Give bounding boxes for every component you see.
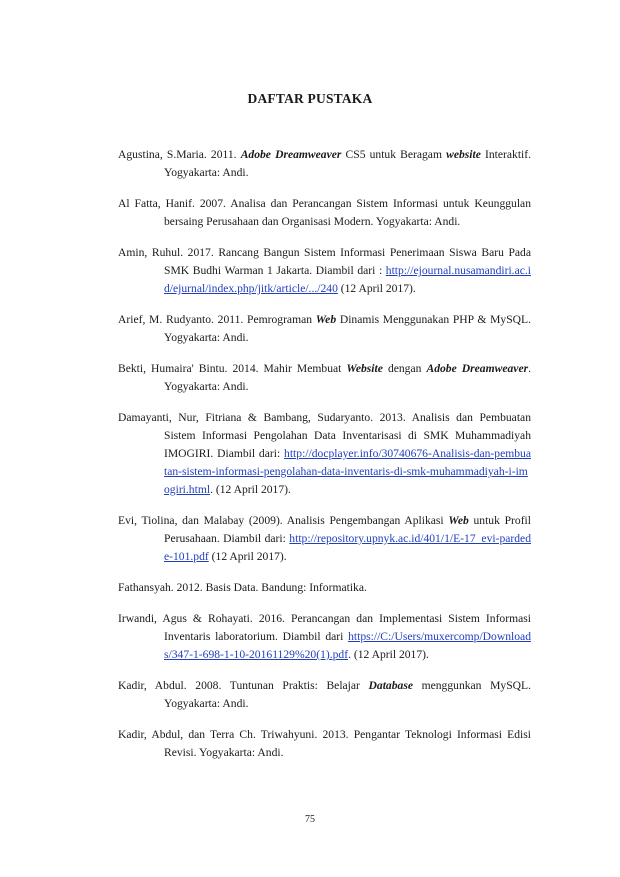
ref-text: Bekti, Humaira' Bintu. 2014. Mahir Membuat — [118, 362, 347, 375]
ref-text: CS5 untuk Beragam — [341, 148, 447, 161]
ref-italic: Database — [368, 679, 413, 692]
ref-italic: Website — [346, 362, 383, 375]
reference-list — [118, 146, 531, 775]
ref-text: Agustina, S.Maria. 2011. — [118, 148, 241, 161]
reference-item-2 — [118, 195, 531, 231]
ref-text: Arief, M. Rudyanto. 2011. Pemrograman — [118, 313, 316, 326]
ref-italic: Web — [315, 313, 337, 326]
reference-item-10 — [118, 677, 531, 713]
reference-item-5 — [118, 360, 531, 396]
ref-italic: website — [446, 148, 481, 161]
reference-item-8 — [118, 579, 531, 597]
ref-text: untuk Profil Perusahaan. Diambil dari: — [164, 514, 531, 545]
ref-text: Interaktif. Yogyakarta: Andi. — [164, 148, 532, 179]
ref-text: . (12 April 2017). — [210, 483, 291, 496]
ref-italic: Adobe Dreamweaver — [426, 362, 529, 375]
reference-item-11 — [118, 726, 531, 762]
reference-item-7 — [118, 512, 531, 566]
ref-link[interactable]: http://ejournal.nusamandiri.ac.id/ejurnal/index.php/jitk/article/.../240 — [164, 264, 531, 295]
ref-text: Amin, Ruhul. 2017. Rancang Bangun Sistem Informasi Penerimaan Siswa Baru Pada SMK Budhi Warman 1 Jakarta. Diambil dari : — [118, 246, 531, 277]
page-number: 75 — [305, 814, 315, 825]
ref-text: . (12 April 2017). — [348, 648, 429, 661]
reference-item-1 — [118, 146, 531, 182]
ref-text: Evi, Tiolina, dan Malabay (2009). Analisis Pengembangan Aplikasi — [118, 514, 449, 527]
reference-item-4 — [118, 311, 531, 347]
reference-item-9 — [118, 610, 531, 664]
ref-text: Dinamis Menggunakan PHP & MySQL. Yogyakarta: Andi. — [164, 313, 531, 344]
ref-text: Al Fatta, Hanif. 2007. Analisa dan Perancangan Sistem Informasi untuk Keunggulan bersaing Perusahaan dan Organisasi Modern. Yogyakarta: Andi. — [118, 197, 531, 228]
ref-link[interactable]: https://C:/Users/muxercomp/Downloads/347-1-698-1-10-20161129%20(1).pdf — [164, 630, 531, 661]
page-title: DAFTAR PUSTAKA — [247, 91, 373, 106]
ref-text: Irwandi, Agus & Rohayati. 2016. Perancangan dan Implementasi Sistem Informasi Inventaris laboratorium. Diambil dari — [118, 612, 531, 643]
ref-text: Fathansyah. 2012. Basis Data. Bandung: Informatika. — [118, 581, 367, 594]
ref-text: menggunkan MySQL. Yogyakarta: Andi. — [164, 679, 531, 710]
ref-link[interactable]: http://docplayer.info/30740676-Analisis-dan-pembuatan-sistem-informasi-pengolahan-data-inventaris-di-smk-muhammadiyah-i-imogiri.html — [164, 447, 531, 496]
ref-text: Damayanti, Nur, Fitriana & Bambang, Sudaryanto. 2013. Analisis dan Pembuatan Sistem Informasi Pengolahan Data Inventarisasi di SMK Muhammadiyah IMOGIRI. Diambil dari: — [118, 411, 531, 460]
reference-item-3 — [118, 244, 531, 298]
reference-item-6 — [118, 409, 531, 499]
ref-text: (12 April 2017). — [337, 282, 416, 295]
ref-text: Kadir, Abdul, dan Terra Ch. Triwahyuni. 2013. Pengantar Teknologi Informasi Edisi Revisi. Yogyakarta: Andi. — [118, 728, 531, 759]
ref-italic: Web — [448, 514, 469, 527]
ref-text: (12 April 2017). — [208, 550, 287, 563]
ref-text: dengan — [382, 362, 427, 375]
ref-italic: Adobe Dreamweaver — [240, 148, 342, 161]
ref-link[interactable]: http://repository.upnyk.ac.id/401/1/E-17_evi-pardede-101.pdf — [164, 532, 531, 563]
ref-text: Kadir, Abdul. 2008. Tuntunan Praktis: Belajar — [118, 679, 369, 692]
ref-text: . Yogyakarta: Andi. — [164, 362, 532, 393]
